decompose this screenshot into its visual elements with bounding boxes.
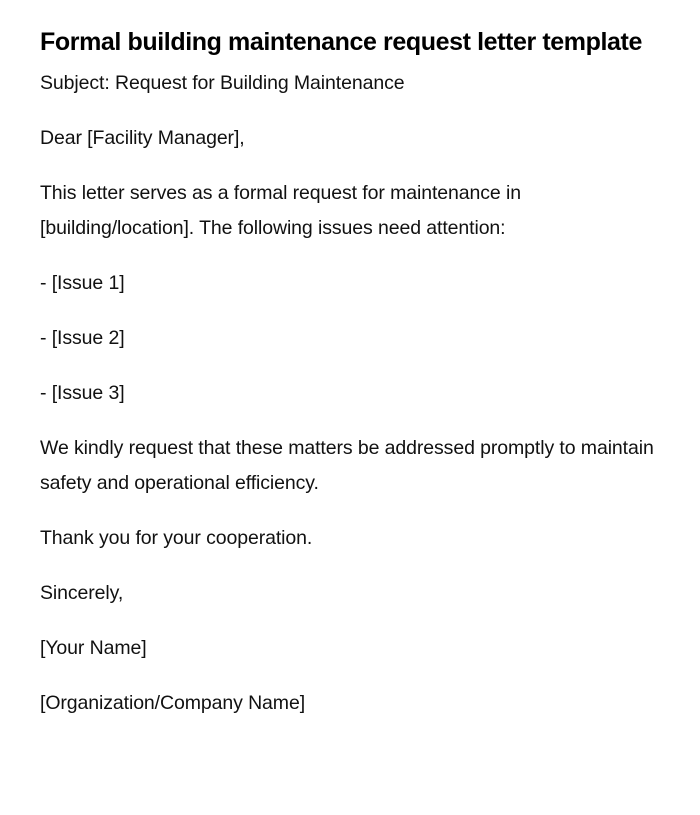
salutation: Dear [Facility Manager], [40, 127, 245, 149]
sender-name: [Your Name] [40, 637, 147, 659]
thanks-line: Thank you for your cooperation. [40, 527, 313, 549]
issue-item-2: - [Issue 2] [40, 327, 125, 349]
intro-paragraph: This letter serves as a formal request for maintenance in [building/location]. The following issues need attention: [40, 182, 521, 239]
document-title: Formal building maintenance request letter template [40, 28, 642, 56]
sender-organization: [Organization/Company Name] [40, 692, 306, 714]
closing: Sincerely, [40, 582, 124, 604]
request-paragraph: We kindly request that these matters be addressed promptly to maintain safety and operational efficiency. [40, 437, 654, 494]
issue-item-3: - [Issue 3] [40, 382, 125, 404]
subject-line: Subject: Request for Building Maintenance [40, 72, 405, 94]
issue-item-1: - [Issue 1] [40, 272, 125, 294]
